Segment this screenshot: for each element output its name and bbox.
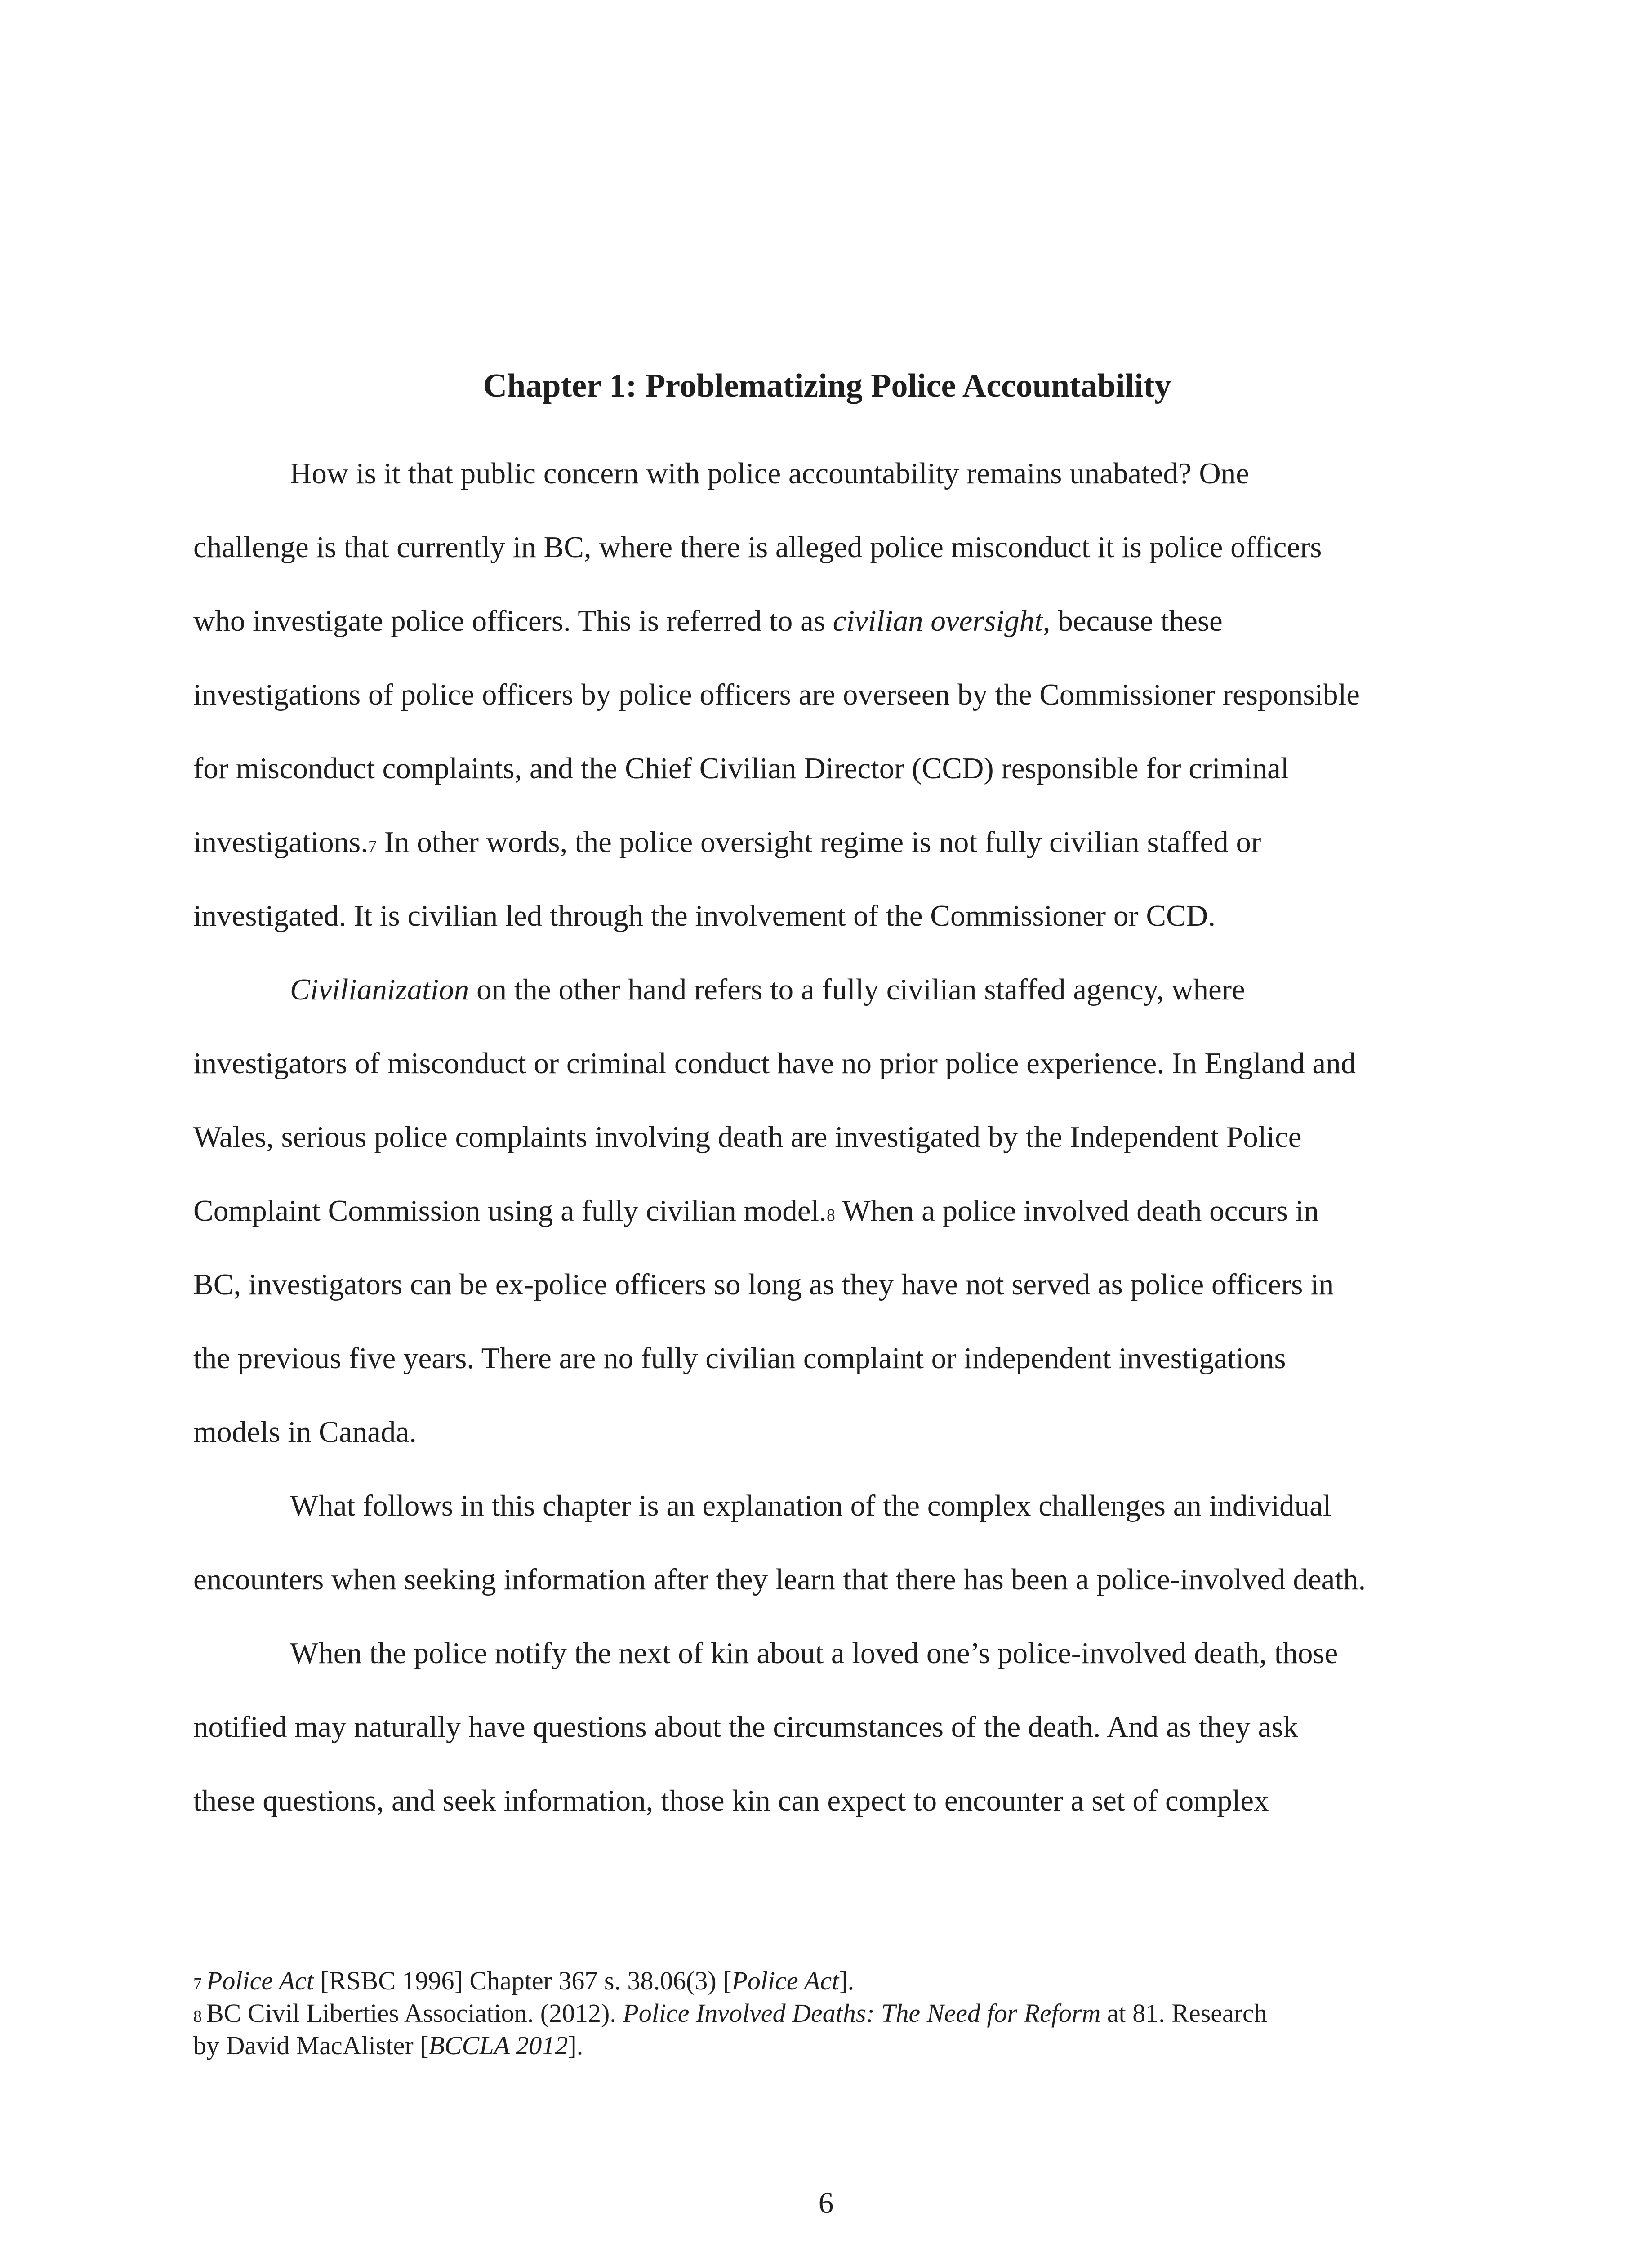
text-run: ]. xyxy=(839,1966,855,1995)
italic-term: BCCLA 2012 xyxy=(428,2031,568,2060)
footnote-8-line-2 xyxy=(193,2029,583,2062)
text-run: In other words, the police oversight regime is not fully civilian staffed or xyxy=(376,825,1261,859)
text-run: who investigate police officers. This is referred to as xyxy=(193,604,833,638)
footnote-marker-7[interactable]: 7 xyxy=(368,837,377,856)
paragraph-2-line-2: investigators of misconduct or criminal conduct have no prior police experience. In England and xyxy=(193,1047,1356,1080)
italic-term: Police Act xyxy=(206,1966,314,1995)
footnote-7 xyxy=(193,1965,854,2000)
text-run: on the other hand refers to a fully civilian staffed agency, where xyxy=(469,973,1245,1006)
text-run: Complaint Commission using a fully civilian model. xyxy=(193,1194,827,1227)
paragraph-1-line-2: challenge is that currently in BC, where there is alleged police misconduct it is police officers xyxy=(193,531,1322,564)
text-run: investigations. xyxy=(193,825,368,859)
footnote-8 xyxy=(193,1997,1267,2033)
page-number: 6 xyxy=(818,2186,834,2220)
paragraph-1-line-1: How is it that public concern with police accountability remains unabated? One xyxy=(290,457,1250,490)
italic-term: civilian oversight xyxy=(833,604,1043,638)
paragraph-1-line-7: investigated. It is civilian led through the involvement of the Commissioner or CCD. xyxy=(193,899,1216,932)
text-run: by David MacAlister [ xyxy=(193,2031,429,2060)
chapter-title: Chapter 1: Problematizing Police Accountability xyxy=(483,367,1171,404)
paragraph-3-line-1: What follows in this chapter is an explanation of the complex challenges an individual xyxy=(290,1489,1331,1522)
paragraph-2-line-4 xyxy=(193,1191,1319,1236)
text-run: [RSBC 1996] Chapter 367 s. 38.06(3) [ xyxy=(313,1966,732,1995)
paragraph-1-line-4: investigations of police officers by police officers are overseen by the Commissioner responsible xyxy=(193,678,1360,711)
paragraph-3-line-2: encounters when seeking information after they learn that there has been a police-involved death. xyxy=(193,1563,1366,1596)
footnote-marker-8[interactable]: 8 xyxy=(826,1206,835,1225)
footnote-number: 8 xyxy=(193,2007,202,2026)
paragraph-4-line-1: When the police notify the next of kin about a loved one’s police-involved death, those xyxy=(290,1637,1338,1670)
paragraph-2-line-3: Wales, serious police complaints involving death are investigated by the Independent Police xyxy=(193,1120,1302,1154)
italic-term: Police Act xyxy=(731,1966,839,1995)
italic-term: Civilianization xyxy=(290,973,469,1006)
paragraph-2-line-1 xyxy=(290,969,1245,1010)
text-run: at 81. Research xyxy=(1100,1998,1267,2028)
paragraph-1-line-5: for misconduct complaints, and the Chief Civilian Director (CCD) responsible for criminal xyxy=(193,752,1289,785)
paragraph-2-line-5: BC, investigators can be ex-police officers so long as they have not served as police officers in xyxy=(193,1268,1334,1301)
text-run: ]. xyxy=(568,2031,583,2060)
paragraph-4-line-3: these questions, and seek information, those kin can expect to encounter a set of complex xyxy=(193,1784,1269,1817)
paragraph-2-line-6: the previous five years. There are no fully civilian complaint or independent investigations xyxy=(193,1342,1286,1375)
text-run: When a police involved death occurs in xyxy=(835,1194,1319,1227)
paragraph-1-line-6 xyxy=(193,822,1261,867)
text-run: BC Civil Liberties Association. (2012). xyxy=(206,1998,623,2028)
italic-term: Police Involved Deaths: The Need for Reform xyxy=(623,1998,1101,2028)
paragraph-2-line-7: models in Canada. xyxy=(193,1415,417,1449)
text-run: , because these xyxy=(1042,604,1223,638)
footnote-number: 7 xyxy=(193,1975,202,1994)
paragraph-4-line-2: notified may naturally have questions about the circumstances of the death. And as they ask xyxy=(193,1710,1298,1744)
paragraph-1-line-3 xyxy=(193,601,1223,641)
